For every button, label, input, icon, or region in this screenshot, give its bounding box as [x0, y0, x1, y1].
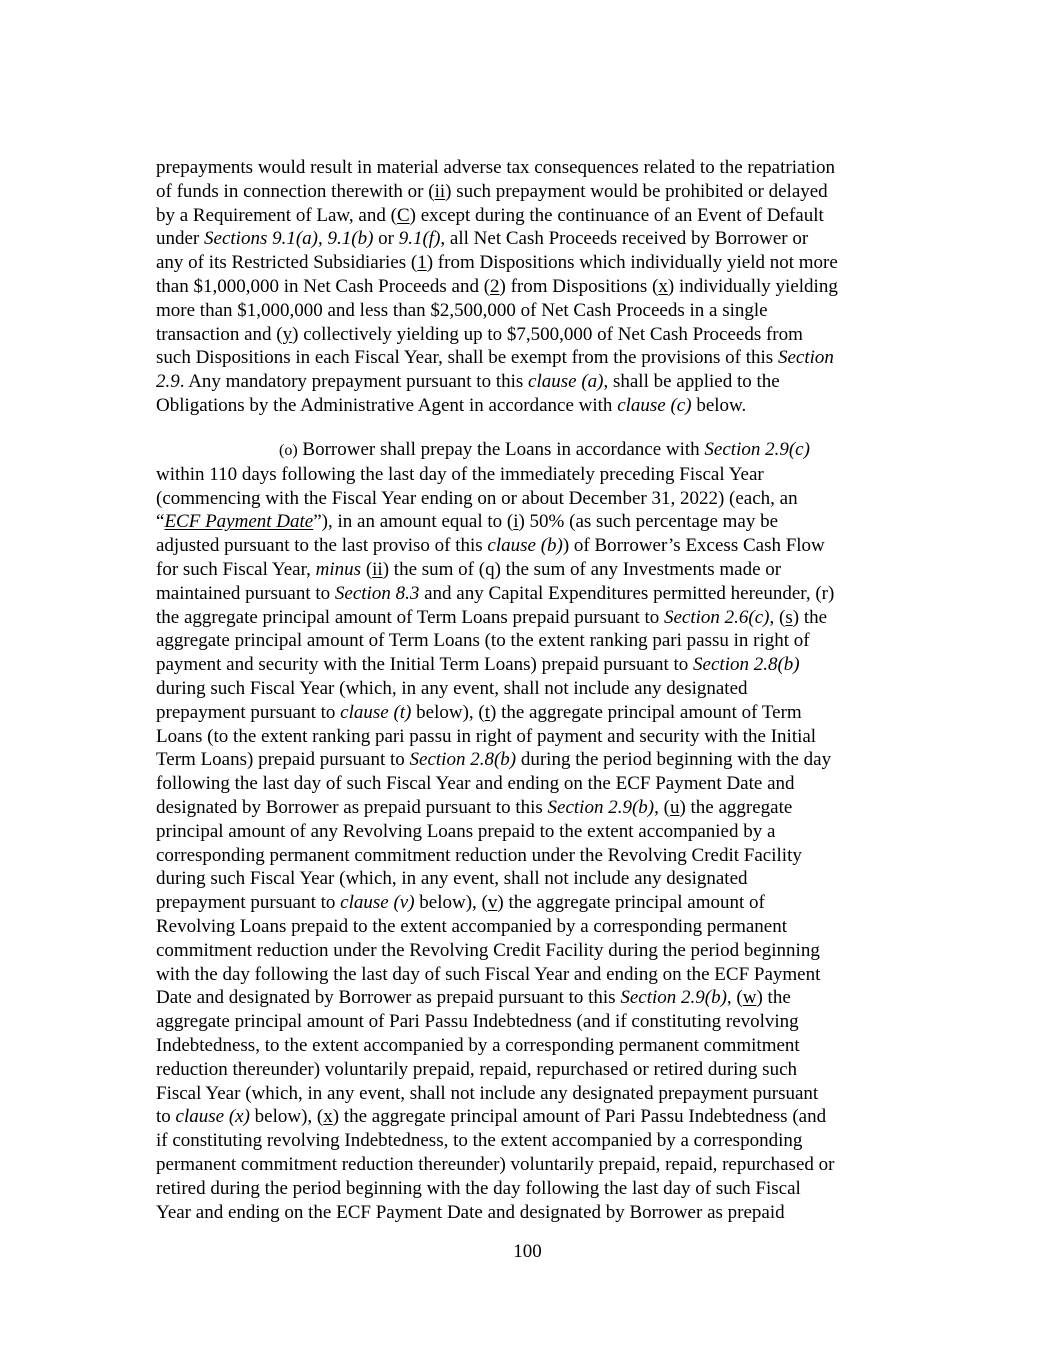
text-line — [156, 299, 901, 323]
text-line — [156, 867, 901, 891]
text-run: ) the — [756, 987, 791, 1009]
text-run: corresponding permanent commitment reduction under the Revolving Credit Facility — [156, 844, 802, 866]
clause-label: ii — [434, 180, 446, 202]
text-run: below), ( — [249, 1106, 324, 1128]
italic-reference: clause (c) — [617, 394, 692, 416]
text-line — [156, 915, 901, 939]
text-run: ”), in an amount equal to ( — [313, 511, 514, 533]
text-run: to — [156, 1106, 176, 1128]
text-line — [156, 844, 901, 868]
text-line — [156, 1201, 901, 1225]
text-run: transaction and ( — [156, 323, 283, 345]
text-run: aggregate principal amount of Pari Passu Indebtedness (and if constituting revolving — [156, 1011, 799, 1033]
text-run: payment and security with the Initial Term Loans) prepaid pursuant to — [156, 654, 694, 676]
text-run: Date and designated by Borrower as prepaid pursuant to this — [156, 987, 621, 1009]
text-line — [156, 180, 901, 204]
text-line — [156, 156, 901, 180]
clause-label: y — [282, 323, 293, 345]
italic-reference — [164, 511, 313, 532]
text-run: by a Requirement of Law, and ( — [156, 204, 397, 226]
text-run: , shall be applied to the — [603, 371, 780, 393]
text-line — [156, 463, 901, 487]
text-line — [156, 487, 901, 511]
clause-label: i — [513, 511, 519, 533]
text-run: reduction thereunder) voluntarily prepaid, repaid, repurchased or retired during such — [156, 1058, 797, 1080]
text-run: ) collectively yielding up to $7,500,000 of Net Cash Proceeds from — [292, 323, 803, 345]
text-line — [156, 346, 901, 370]
text-run: such Dispositions in each Fiscal Year, shall be exempt from the provisions of this — [156, 347, 778, 369]
italic-reference: Section 2.8(b) — [409, 749, 517, 771]
text-run: during such Fiscal Year (which, in any event, shall not include any designated — [156, 868, 748, 890]
italic-reference: Section — [777, 347, 834, 369]
text-run: the aggregate principal amount of Term Loans prepaid pursuant to — [156, 606, 664, 628]
text-run: below), ( — [411, 701, 485, 723]
text-line — [156, 986, 901, 1010]
defined-term: ECF Payment Date — [164, 511, 314, 533]
text-line — [156, 394, 901, 418]
text-line — [156, 227, 901, 251]
text-line — [156, 1177, 901, 1201]
text-run: of funds in connection therewith or ( — [156, 180, 435, 202]
text-run: Term Loans) prepaid pursuant to — [156, 749, 410, 771]
text-line — [156, 534, 901, 558]
text-line — [156, 629, 901, 653]
text-line — [156, 772, 901, 796]
text-run: (commencing with the Fiscal Year ending on or about December 31, 2022) (each, an — [156, 487, 798, 509]
clause-label: ii — [372, 558, 383, 580]
text-line — [156, 701, 901, 725]
text-run: ) the sum of (q) the sum of any Investments made or — [382, 558, 782, 580]
clause-label: 2 — [490, 275, 500, 297]
text-run: “ — [156, 511, 165, 533]
text-run: any of its Restricted Subsidiaries ( — [156, 252, 418, 274]
text-run: with the day following the last day of such Fiscal Year and ending on the ECF Payment — [156, 963, 821, 985]
text-line — [156, 653, 901, 677]
text-run: , all Net Cash Proceeds received by Borrower or — [440, 228, 809, 250]
text-run: ) the aggregate — [679, 796, 793, 818]
text-run: below), ( — [414, 892, 488, 914]
text-run: Borrower shall prepay the Loans in accordance with — [297, 439, 705, 460]
text-run: within 110 days following the last day of the immediately preceding Fiscal Year — [156, 463, 764, 485]
page-number: 100 — [513, 1241, 542, 1262]
text-run: prepayment pursuant to — [156, 892, 341, 914]
text-run: retired during the period beginning with the day following the last day of such Fiscal — [156, 1177, 801, 1199]
italic-reference: clause (v) — [340, 892, 415, 914]
clause-label: C — [396, 204, 410, 226]
text-line — [156, 1153, 901, 1177]
text-line — [156, 1129, 901, 1153]
italic-reference: Section 2.8(b) — [693, 654, 800, 676]
text-run: prepayments would result in material adverse tax consequences related to the repatriation — [156, 157, 835, 178]
text-line — [156, 963, 901, 987]
text-line — [156, 1058, 901, 1082]
text-run: , ( — [726, 987, 743, 1009]
text-run: ) 50% (as such percentage may be — [518, 511, 779, 533]
text-run: ) the aggregate principal amount of Pari Passu Indebtedness (and — [332, 1106, 827, 1128]
text-line — [156, 748, 901, 772]
text-run: designated by Borrower as prepaid pursuant to this — [156, 796, 548, 818]
text-line — [156, 1010, 901, 1034]
text-run: during the period beginning with the day — [516, 749, 832, 771]
text-line — [156, 370, 901, 394]
text-run: than $1,000,000 in Net Cash Proceeds and ( — [156, 275, 491, 297]
text-line — [156, 725, 901, 749]
text-line — [156, 582, 901, 606]
text-line — [156, 1105, 901, 1129]
text-line — [156, 891, 901, 915]
italic-reference: Section 2.9(b) — [547, 796, 655, 818]
text-run: principal amount of any Revolving Loans prepaid to the extent accompanied by a — [156, 820, 776, 842]
italic-reference: Section 2.9(b) — [620, 987, 727, 1009]
text-run: ) from Dispositions which individually yield not more — [426, 252, 838, 274]
clause-label: u — [669, 796, 680, 818]
text-line — [156, 606, 901, 630]
text-run: ) the aggregate principal amount of — [497, 892, 765, 914]
text-line — [156, 677, 901, 701]
text-run: ( — [361, 558, 373, 580]
text-run: permanent commitment reduction thereunder) voluntarily prepaid, repaid, repurchased or — [156, 1153, 835, 1175]
text-line — [156, 820, 901, 844]
clause-label: 1 — [417, 252, 427, 274]
paragraph-prepayment-exemptions — [156, 156, 901, 418]
text-line — [156, 939, 901, 963]
text-line — [156, 558, 901, 582]
text-run: ) from Dispositions ( — [499, 275, 659, 297]
text-run: Loans (to the extent ranking pari passu in right of payment and security with the Initial — [156, 725, 817, 747]
text-line — [156, 510, 901, 534]
italic-reference: 9.1(f) — [398, 228, 441, 250]
italic-reference: clause (b) — [487, 535, 563, 557]
text-run: for such Fiscal Year, — [156, 558, 316, 580]
italic-reference: clause (x) — [175, 1106, 250, 1128]
text-run: more than $1,000,000 and less than $2,500,000 of Net Cash Proceeds in a single — [156, 299, 768, 321]
text-line — [156, 251, 901, 275]
italic-reference: Section 2.6(c) — [664, 606, 770, 628]
text-run: maintained pursuant to — [156, 582, 335, 604]
italic-reference: clause (a) — [528, 371, 604, 393]
text-run: Revolving Loans prepaid to the extent accompanied by a corresponding permanent — [156, 915, 788, 937]
text-run: Fiscal Year (which, in any event, shall not include any designated prepayment pursuant — [156, 1082, 819, 1104]
clause-label: t — [484, 701, 491, 723]
text-run: ) individually yielding — [667, 275, 838, 297]
italic-reference: Section 2.9(c) — [704, 439, 810, 460]
italic-reference: Sections 9.1(a) — [204, 228, 318, 250]
text-line — [156, 323, 901, 347]
text-run: Year and ending on the ECF Payment Date and designated by Borrower as prepaid — [156, 1201, 785, 1223]
text-run: Obligations by the Administrative Agent in accordance with — [156, 394, 618, 416]
text-line — [156, 438, 901, 463]
italic-reference: 2.9 — [156, 371, 180, 393]
text-run: , ( — [654, 796, 670, 818]
text-run: ) except during the continuance of an Event of Default — [409, 204, 824, 226]
text-run: following the last day of such Fiscal Year and ending on the ECF Payment Date and — [156, 773, 795, 795]
italic-reference: clause (t) — [340, 701, 412, 723]
text-run: under — [156, 228, 205, 250]
clause-label: w — [742, 987, 757, 1009]
text-run: ) the — [792, 606, 828, 628]
text-run: . Any mandatory prepayment pursuant to this — [179, 371, 529, 393]
italic-reference: Section 8.3 — [334, 582, 420, 604]
paragraph-excess-cash-flow-prepayment — [156, 438, 901, 1224]
text-run: and any Capital Expenditures permitted hereunder, (r) — [419, 582, 835, 604]
text-line — [156, 1082, 901, 1106]
clause-label: x — [658, 275, 668, 297]
text-run: ) of Borrower’s Excess Cash Flow — [562, 535, 825, 557]
text-run: Indebtedness, to the extent accompanied by a corresponding permanent commitment — [156, 1034, 800, 1056]
text-line — [156, 275, 901, 299]
text-line — [156, 1034, 901, 1058]
text-run: if constituting revolving Indebtedness, to the extent accompanied by a corresponding — [156, 1130, 803, 1152]
text-run: ) the aggregate principal amount of Term — [490, 701, 802, 723]
text-line — [156, 796, 901, 820]
text-run: or — [373, 228, 399, 250]
text-run: aggregate principal amount of Term Loans (to the extent ranking pari passu in right of — [156, 630, 810, 652]
text-run: adjusted pursuant to the last proviso of this — [156, 535, 488, 557]
italic-reference: 9.1(b) — [327, 228, 374, 250]
clause-label: s — [785, 606, 793, 628]
text-run: during such Fiscal Year (which, in any event, shall not include any designated — [156, 677, 748, 699]
text-run: (o) — [279, 442, 298, 459]
text-run: , — [318, 228, 328, 250]
italic-reference: minus — [315, 558, 362, 580]
text-run: commitment reduction under the Revolving Credit Facility during the period beginning — [156, 939, 820, 961]
text-run: , ( — [769, 606, 786, 628]
clause-label: v — [487, 892, 498, 914]
text-line — [156, 204, 901, 228]
clause-label: x — [323, 1106, 333, 1128]
text-run: ) such prepayment would be prohibited or delayed — [445, 180, 828, 202]
text-run: prepayment pursuant to — [156, 701, 341, 723]
text-run: below. — [691, 394, 747, 416]
